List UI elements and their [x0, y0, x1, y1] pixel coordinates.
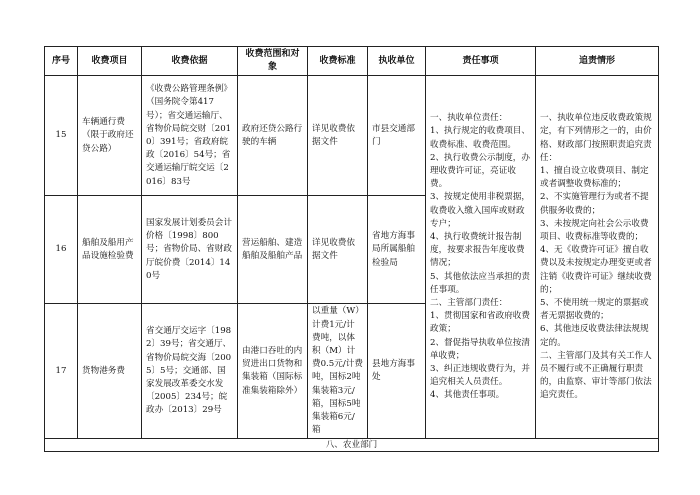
header-no: 序号 — [45, 47, 78, 76]
header-blame: 追责情形 — [536, 47, 659, 76]
duty-cell: 一、执收单位责任： 1、执行规定的收费项目、收费标准、收费范围。 2、执行收费公示制度，办理收费许可证，亮证收费。 3、按规定使用非税票据，收费收入缴入国库或财政专户； 4、执行收费统计报告制度，按要求报告年度收费情况； 5、其他依法应当承担的责任事项。 二、主管部门责任： 1、贯彻国家和省政府收费政策； 2、督促指导执收单位按清单收费； 3、纠正违规收费行为，并追究相关人员责任。 4、其他责任事项。 — [426, 76, 536, 439]
row-basis: 《收费公路管理条例》（国务院令第417号）；省交通运输厅、省物价局皖交财〔2010〕391号；省政府皖政〔2016〕54号；省交通运输厅皖交运〔2016〕83号 — [142, 76, 238, 196]
row-scope: 政府还贷公路行驶的车辆 — [238, 76, 308, 196]
row-scope: 营运船舶、建造船舶及船舶产品 — [238, 196, 308, 304]
row-item: 车辆通行费（限于政府还贷公路） — [78, 76, 142, 196]
header-unit: 执收单位 — [368, 47, 426, 76]
header-item: 收费项目 — [78, 47, 142, 76]
row-no: 16 — [45, 196, 78, 304]
row-item: 船舶及船用产品设施检验费 — [78, 196, 142, 304]
row-standard: 详见收费依据文件 — [308, 76, 368, 196]
row-unit: 市县交通部门 — [368, 76, 426, 196]
fee-table — [44, 46, 659, 452]
section-title: 八、农业部门 — [45, 439, 659, 452]
row-standard: 以重量（W）计费1元/计费吨，以体积（M）计费0.5元/计费吨，国标2吨集装箱3元/箱，国标5吨集装箱6元/箱 — [308, 304, 368, 439]
row-no: 17 — [45, 304, 78, 439]
blame-cell: 一、执收单位违反收费政策规定，有下列情形之一的，由价格、财政部门按照职责追究责任： 1、擅自设立收费项目、制定或者调整收费标准的； 2、不实施管理行为或者不提供服务收费的； 3、未按规定向社会公示收费项目、收费标准等收费的； 4、无《收费许可证》擅自收费以及未按规定办理变更或者注销《收费许可证》继续收费的； 5、不使用统一规定的票据或者无票据收费的； 6、其他违反收费法律法规规定的。 二、主管部门及其有关工作人员不履行或不正确履行职责的，由监察、审计等部门依法追究责任。 — [536, 76, 659, 439]
header-standard: 收费标准 — [308, 47, 368, 76]
table-row — [45, 76, 659, 196]
header-basis: 收费依据 — [142, 47, 238, 76]
row-unit: 省地方海事局所属船舶检验局 — [368, 196, 426, 304]
header-duty: 责任事项 — [426, 47, 536, 76]
row-scope: 由港口吞吐的内贸进出口货物和集装箱（国际标准集装箱除外） — [238, 304, 308, 439]
header-row — [45, 47, 659, 76]
row-basis: 国家发展计划委员会计价格〔1998〕800号；省物价局、省财政厅皖价费〔2014〕140号 — [142, 196, 238, 304]
row-basis: 省交通厅交运字〔1982〕39号；省交通厅、省物价局皖交海〔2005〕5号；交通部、国家发展改革委交水发〔2005〕234号；皖政办〔2013〕29号 — [142, 304, 238, 439]
row-standard: 详见收费依据文件 — [308, 196, 368, 304]
header-scope: 收费范围和对象 — [238, 47, 308, 76]
row-no: 15 — [45, 76, 78, 196]
row-item: 货物港务费 — [78, 304, 142, 439]
section-row — [45, 439, 659, 452]
row-unit: 县地方海事处 — [368, 304, 426, 439]
